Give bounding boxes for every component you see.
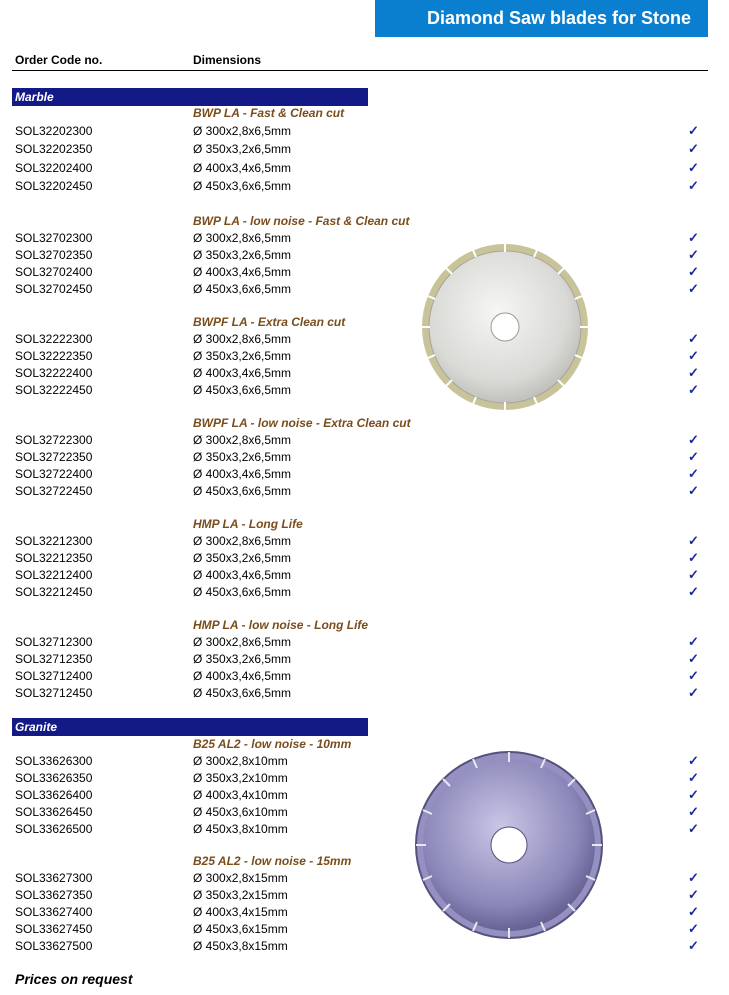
dimensions: Ø 400x3,4x6,5mm: [193, 161, 292, 175]
product-row: [0, 551, 729, 568]
availability-check-icon: ✓: [688, 160, 699, 175]
order-code: SOL32212350: [15, 551, 93, 565]
product-group-heading: BWPF LA - low noise - Extra Clean cut: [193, 416, 411, 430]
dimensions: Ø 350x3,2x15mm: [193, 888, 288, 902]
availability-check-icon: ✓: [688, 230, 699, 245]
availability-check-icon: ✓: [688, 449, 699, 464]
order-code: SOL33627450: [15, 922, 93, 936]
order-code: SOL32212300: [15, 534, 93, 548]
order-code: SOL33627500: [15, 939, 93, 953]
product-row: [0, 922, 729, 939]
column-header-dimensions: Dimensions: [193, 53, 262, 67]
order-code: SOL33626350: [15, 771, 93, 785]
dimensions: Ø 350x3,2x6,5mm: [193, 142, 292, 156]
dimensions: Ø 450x3,6x6,5mm: [193, 383, 292, 397]
order-code: SOL32202400: [15, 161, 93, 175]
availability-check-icon: ✓: [688, 348, 699, 363]
dimensions: Ø 300x2,8x6,5mm: [193, 534, 292, 548]
dimensions: Ø 400x3,4x6,5mm: [193, 467, 292, 481]
availability-check-icon: ✓: [688, 938, 699, 953]
product-row: [0, 282, 729, 299]
order-code: SOL32212450: [15, 585, 93, 599]
availability-check-icon: ✓: [688, 483, 699, 498]
product-row: [0, 568, 729, 585]
product-group-heading: BWP LA - low noise - Fast & Clean cut: [193, 214, 410, 228]
product-group-heading: BWPF LA - Extra Clean cut: [193, 315, 346, 329]
availability-check-icon: ✓: [688, 651, 699, 666]
section-marble: Marble: [12, 88, 368, 106]
product-group-heading: BWP LA - Fast & Clean cut: [193, 106, 345, 120]
order-code: SOL33626400: [15, 788, 93, 802]
product-row: [0, 124, 729, 141]
order-code: SOL32712350: [15, 652, 93, 666]
product-row: [0, 450, 729, 467]
availability-check-icon: ✓: [688, 921, 699, 936]
product-row: [0, 939, 729, 956]
product-row: [0, 771, 729, 788]
product-row: [0, 248, 729, 265]
product-row: [0, 142, 729, 159]
dimensions: Ø 300x2,8x6,5mm: [193, 433, 292, 447]
dimensions: Ø 400x3,4x6,5mm: [193, 366, 292, 380]
order-code: SOL32202300: [15, 124, 93, 138]
order-code: SOL32212400: [15, 568, 93, 582]
prices-note: Prices on request: [15, 971, 133, 987]
availability-check-icon: ✓: [688, 247, 699, 262]
dimensions: Ø 300x2,8x10mm: [193, 754, 288, 768]
dimensions: Ø 300x2,8x6,5mm: [193, 332, 292, 346]
availability-check-icon: ✓: [688, 123, 699, 138]
order-code: SOL32722450: [15, 484, 93, 498]
availability-check-icon: ✓: [688, 804, 699, 819]
product-row: [0, 161, 729, 178]
availability-check-icon: ✓: [688, 382, 699, 397]
dimensions: Ø 450x3,6x6,5mm: [193, 585, 292, 599]
availability-check-icon: ✓: [688, 887, 699, 902]
availability-check-icon: ✓: [688, 685, 699, 700]
dimensions: Ø 400x3,4x15mm: [193, 905, 288, 919]
availability-check-icon: ✓: [688, 634, 699, 649]
availability-check-icon: ✓: [688, 264, 699, 279]
order-code: SOL32722300: [15, 433, 93, 447]
product-row: [0, 686, 729, 703]
product-row: [0, 905, 729, 922]
product-row: [0, 383, 729, 400]
order-code: SOL32712450: [15, 686, 93, 700]
order-code: SOL32722400: [15, 467, 93, 481]
product-row: [0, 754, 729, 771]
order-code: SOL32712300: [15, 635, 93, 649]
product-row: [0, 635, 729, 652]
order-code: SOL33626500: [15, 822, 93, 836]
availability-check-icon: ✓: [688, 533, 699, 548]
dimensions: Ø 450x3,8x10mm: [193, 822, 288, 836]
dimensions: Ø 350x3,2x6,5mm: [193, 248, 292, 262]
product-group-heading: B25 AL2 - low noise - 10mm: [193, 737, 352, 751]
dimensions: Ø 300x2,8x6,5mm: [193, 231, 292, 245]
product-group-heading: HMP LA - Long Life: [193, 517, 303, 531]
section-granite: Granite: [12, 718, 368, 736]
product-row: [0, 888, 729, 905]
product-row: [0, 332, 729, 349]
availability-check-icon: ✓: [688, 668, 699, 683]
dimensions: Ø 400x3,4x6,5mm: [193, 265, 292, 279]
dimensions: Ø 350x3,2x6,5mm: [193, 450, 292, 464]
availability-check-icon: ✓: [688, 770, 699, 785]
dimensions: Ø 350x3,2x6,5mm: [193, 551, 292, 565]
product-group-heading: HMP LA - low noise - Long Life: [193, 618, 369, 632]
order-code: SOL33627400: [15, 905, 93, 919]
product-row: [0, 871, 729, 888]
availability-check-icon: ✓: [688, 281, 699, 296]
dimensions: Ø 450x3,6x10mm: [193, 805, 288, 819]
order-code: SOL32702300: [15, 231, 93, 245]
availability-check-icon: ✓: [688, 753, 699, 768]
availability-check-icon: ✓: [688, 365, 699, 380]
product-row: [0, 231, 729, 248]
product-row: [0, 467, 729, 484]
order-code: SOL32722350: [15, 450, 93, 464]
product-row: [0, 179, 729, 196]
order-code: SOL33626450: [15, 805, 93, 819]
product-group-heading: B25 AL2 - low noise - 15mm: [193, 854, 352, 868]
order-code: SOL32222450: [15, 383, 93, 397]
product-row: [0, 788, 729, 805]
product-row: [0, 669, 729, 686]
availability-check-icon: ✓: [688, 904, 699, 919]
dimensions: Ø 400x3,4x6,5mm: [193, 568, 292, 582]
order-code: SOL33627300: [15, 871, 93, 885]
product-row: [0, 822, 729, 839]
availability-check-icon: ✓: [688, 550, 699, 565]
page-title: Diamond Saw blades for Stone: [375, 0, 708, 37]
availability-check-icon: ✓: [688, 787, 699, 802]
product-row: [0, 265, 729, 282]
availability-check-icon: ✓: [688, 870, 699, 885]
dimensions: Ø 450x3,6x6,5mm: [193, 484, 292, 498]
order-code: SOL33626300: [15, 754, 93, 768]
availability-check-icon: ✓: [688, 141, 699, 156]
order-code: SOL32702350: [15, 248, 93, 262]
order-code: SOL32712400: [15, 669, 93, 683]
product-row: [0, 534, 729, 551]
availability-check-icon: ✓: [688, 466, 699, 481]
order-code: SOL33627350: [15, 888, 93, 902]
dimensions: Ø 450x3,6x15mm: [193, 922, 288, 936]
product-row: [0, 652, 729, 669]
dimensions: Ø 350x3,2x6,5mm: [193, 349, 292, 363]
order-code: SOL32202450: [15, 179, 93, 193]
product-row: [0, 484, 729, 501]
product-row: [0, 349, 729, 366]
availability-check-icon: ✓: [688, 178, 699, 193]
availability-check-icon: ✓: [688, 432, 699, 447]
order-code: SOL32702450: [15, 282, 93, 296]
availability-check-icon: ✓: [688, 584, 699, 599]
dimensions: Ø 300x2,8x6,5mm: [193, 124, 292, 138]
dimensions: Ø 450x3,6x6,5mm: [193, 179, 292, 193]
dimensions: Ø 450x3,8x15mm: [193, 939, 288, 953]
dimensions: Ø 350x3,2x6,5mm: [193, 652, 292, 666]
product-row: [0, 366, 729, 383]
header-divider: [12, 70, 708, 71]
dimensions: Ø 350x3,2x10mm: [193, 771, 288, 785]
order-code: SOL32222300: [15, 332, 93, 346]
product-row: [0, 585, 729, 602]
availability-check-icon: ✓: [688, 821, 699, 836]
order-code: SOL32222350: [15, 349, 93, 363]
dimensions: Ø 300x2,8x15mm: [193, 871, 288, 885]
product-row: [0, 433, 729, 450]
dimensions: Ø 300x2,8x6,5mm: [193, 635, 292, 649]
order-code: SOL32202350: [15, 142, 93, 156]
dimensions: Ø 400x3,4x10mm: [193, 788, 288, 802]
product-row: [0, 805, 729, 822]
availability-check-icon: ✓: [688, 331, 699, 346]
dimensions: Ø 400x3,4x6,5mm: [193, 669, 292, 683]
column-header-code: Order Code no.: [15, 53, 103, 67]
dimensions: Ø 450x3,6x6,5mm: [193, 686, 292, 700]
order-code: SOL32702400: [15, 265, 93, 279]
dimensions: Ø 450x3,6x6,5mm: [193, 282, 292, 296]
order-code: SOL32222400: [15, 366, 93, 380]
availability-check-icon: ✓: [688, 567, 699, 582]
